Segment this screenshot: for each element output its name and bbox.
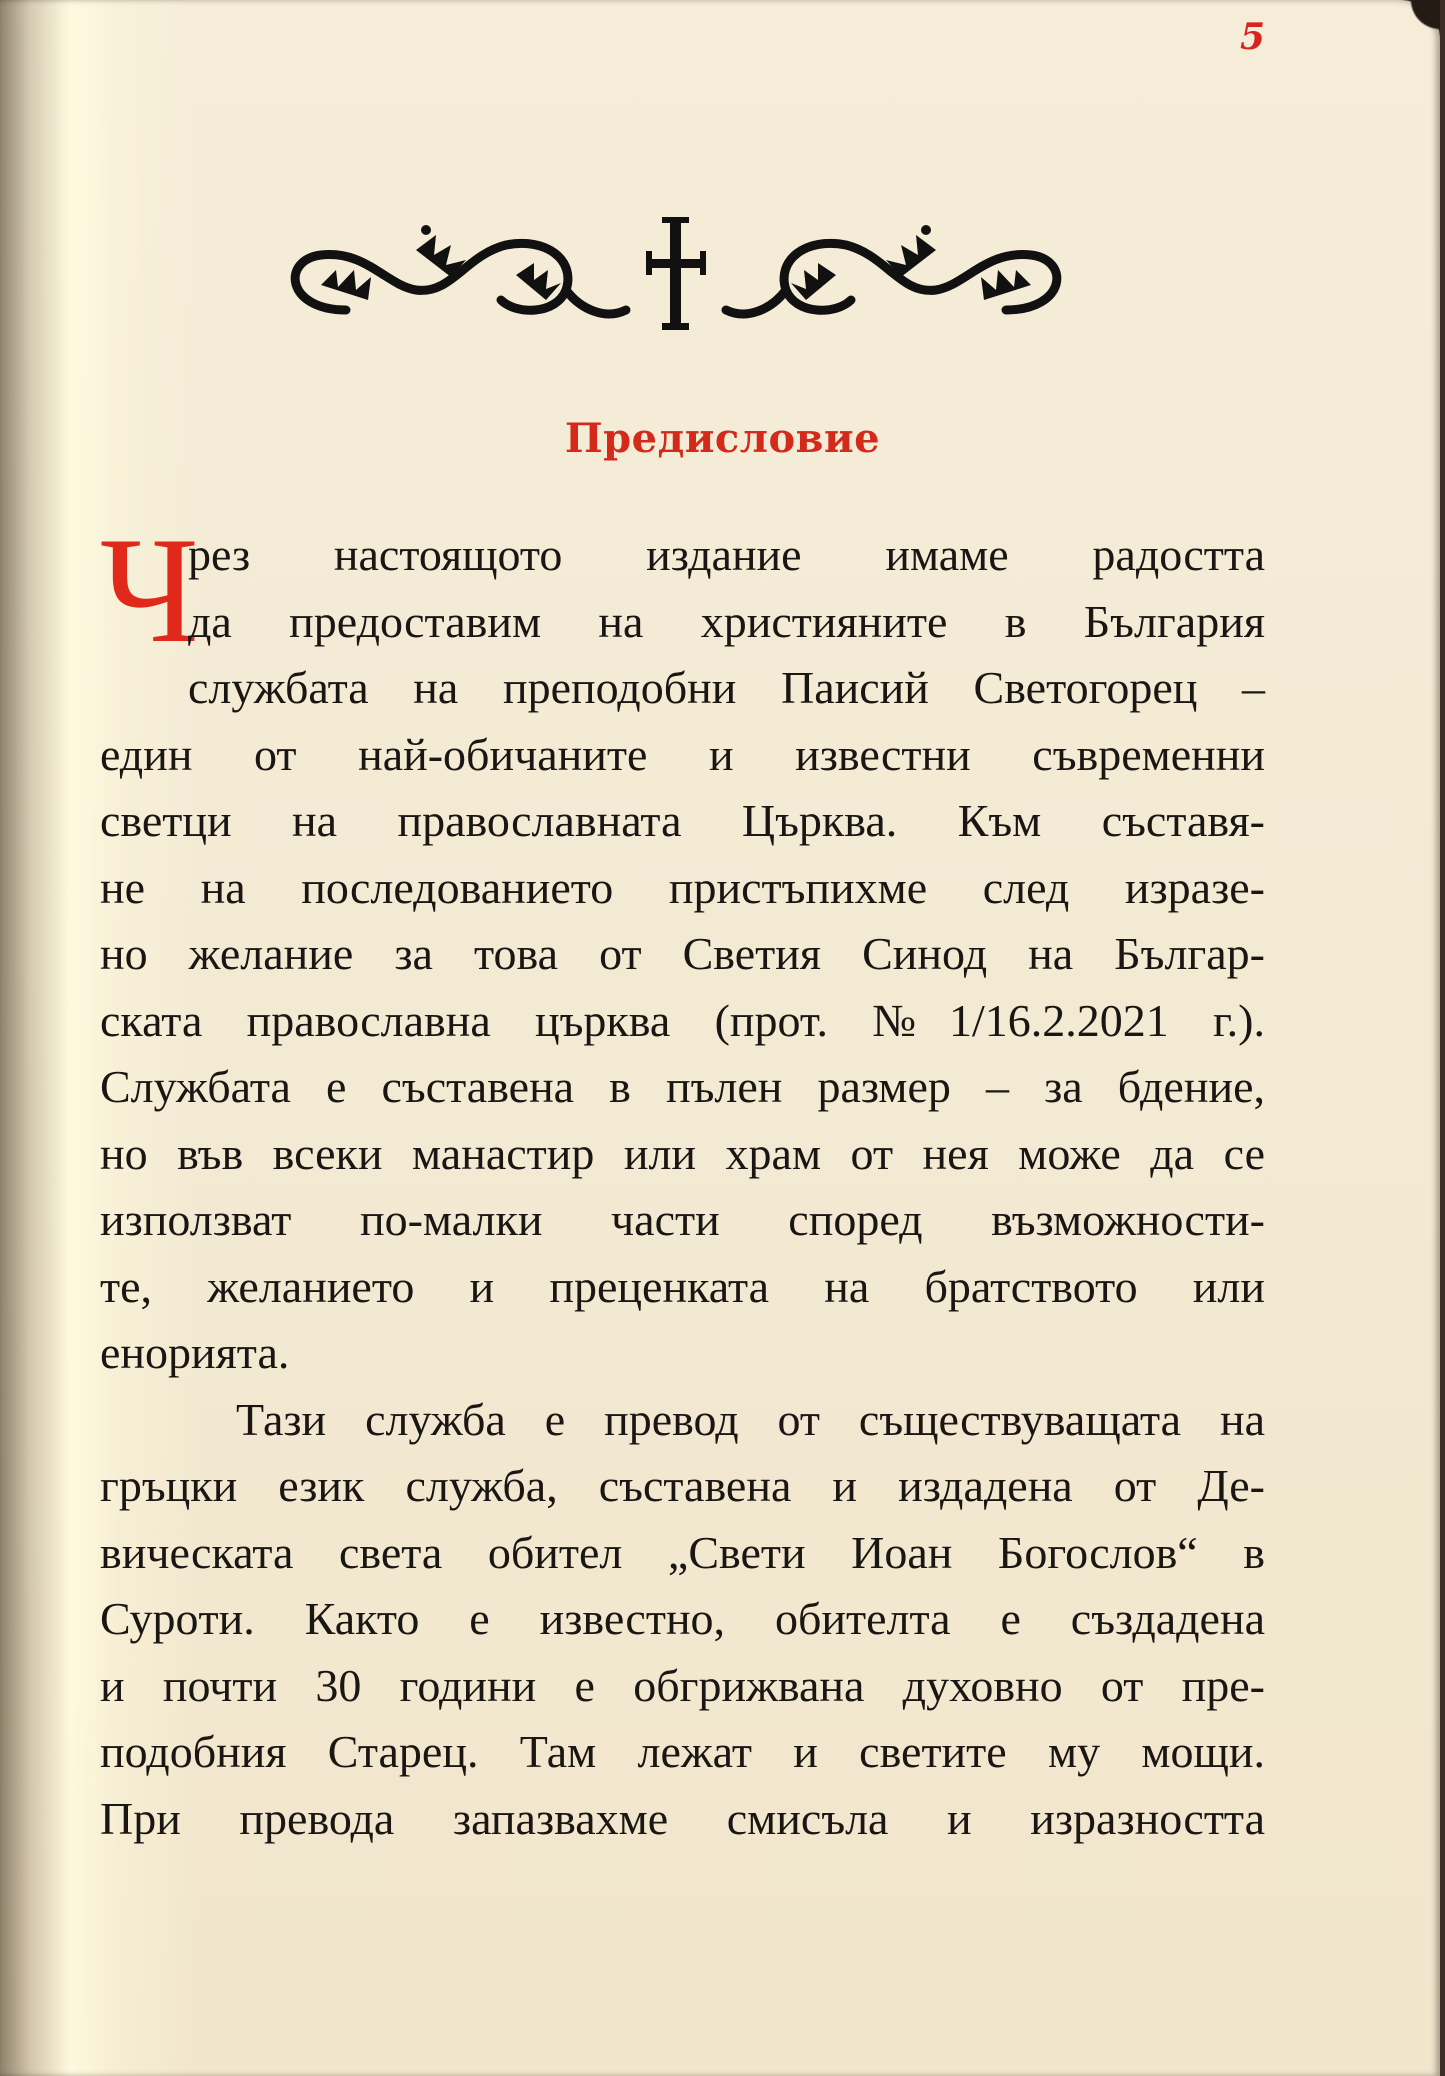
text-line: един от най-обичаните и известни съвременни xyxy=(100,728,1265,780)
text-line: рез настоящото издание имаме радостта xyxy=(188,529,1265,580)
text-line: При превода запазвахме смисъла и изразността xyxy=(100,1792,1265,1844)
text-line: използват по-малки части според възможности- xyxy=(100,1194,1265,1245)
text-line: службата на преподобни Паисий Светогорец – xyxy=(188,662,1265,713)
text-line: но желание за това от Светия Синод на Българ- xyxy=(100,928,1265,979)
text-line: Службата е съставена в пълен размер – за бдение, xyxy=(100,1061,1265,1112)
text-line: подобния Старец. Там лежат и светите му мощи. xyxy=(100,1726,1265,1777)
text-line: гръцки език служба, съставена и издадена от Де- xyxy=(100,1460,1265,1511)
text-line: вическата света обител „Свети Иоан Богослов“ в xyxy=(100,1526,1265,1578)
page-corner-shadow xyxy=(1370,0,1440,60)
text-line: не на последованието пристъпихме след изразе- xyxy=(100,861,1265,913)
drop-cap: Ч xyxy=(100,506,199,674)
text-line: ската православна църква (прот. №1/16.2.2021 г.). xyxy=(100,994,1265,1046)
page-number: 5 xyxy=(1240,16,1266,58)
text-line: и почти 30 години е обгрижвана духовно от пре- xyxy=(100,1659,1265,1711)
text-line: светци на православната Църква. Към съставя- xyxy=(100,795,1265,846)
paragraph-2 xyxy=(100,1387,1265,1853)
paragraph-1 xyxy=(100,506,1265,1387)
text-line: Тази служба е превод от съществуващата на xyxy=(236,1393,1265,1445)
text-line: да предоставим на християните в България xyxy=(188,595,1265,647)
page-title: Предисловие xyxy=(564,415,881,462)
floral-cross-ornament-icon xyxy=(276,215,1076,335)
cross-icon xyxy=(646,217,706,330)
text-line: те, желанието и преценката на братството или xyxy=(100,1260,1265,1312)
text-line: Сурoти. Както е известно, обителта е създадена xyxy=(100,1593,1265,1644)
text-line: енорията. xyxy=(100,1327,290,1378)
text-line: но във всеки манастир или храм от нея може да се xyxy=(100,1127,1265,1179)
body-text xyxy=(100,506,1265,1852)
